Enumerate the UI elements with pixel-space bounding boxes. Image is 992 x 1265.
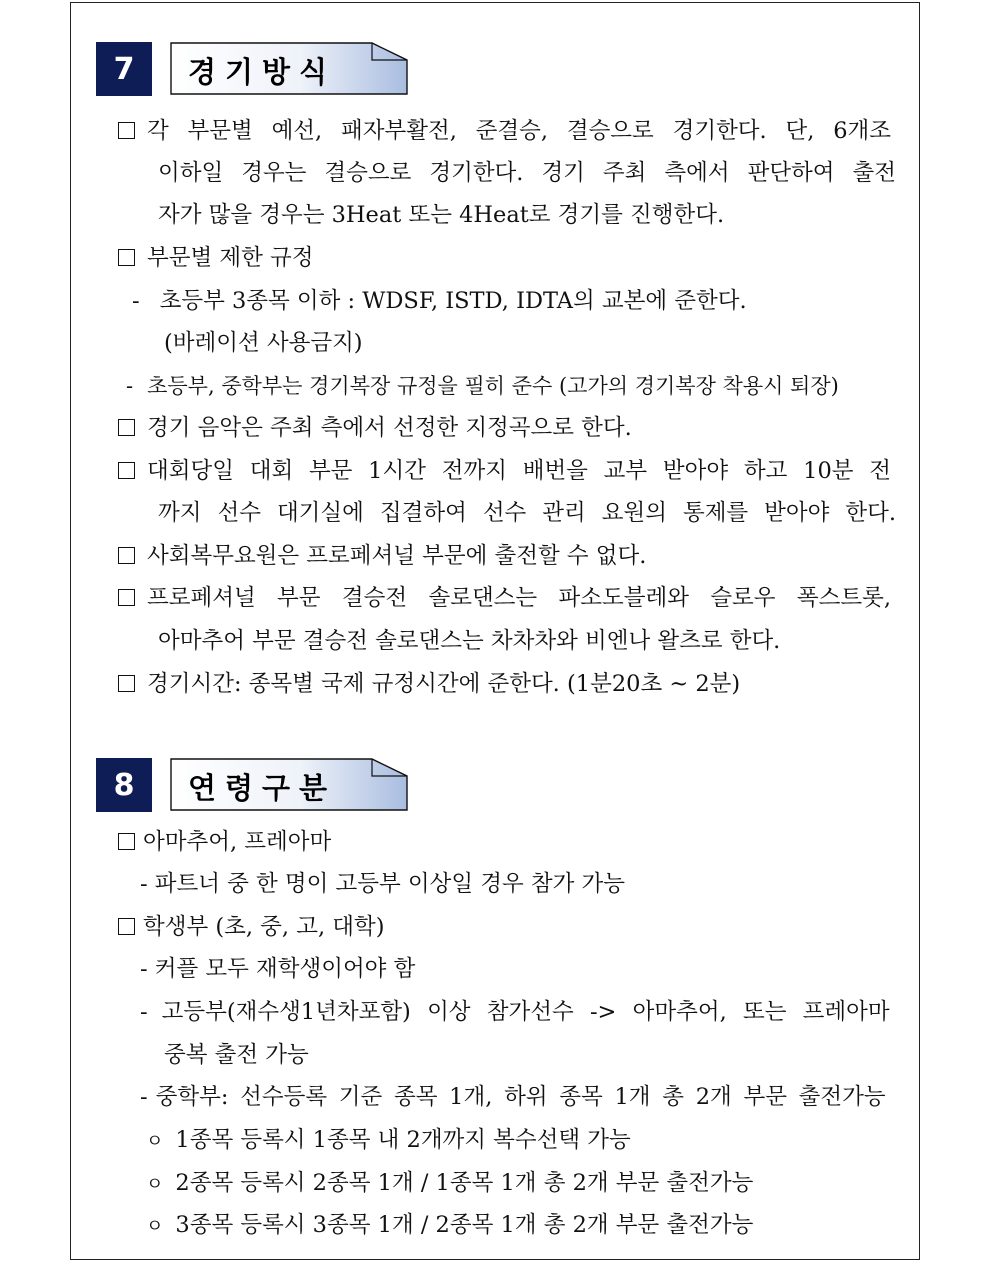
list-item <box>118 116 896 146</box>
checkbox-icon <box>118 589 135 606</box>
sub-item <box>146 1210 753 1242</box>
checkbox-icon <box>118 419 135 436</box>
sub-item <box>126 371 839 401</box>
dash-marker: - <box>126 374 134 398</box>
section-number: 8 <box>96 758 152 812</box>
item-text: 자가 많을 경우는 3Heat 또는 4Heat로 경기를 진행한다. <box>158 202 725 228</box>
item-text: 아마추어 부문 결승전 솔로댄스는 차차차와 비엔나 왈츠로 한다. <box>158 628 781 654</box>
item-text: 2종목 등록시 2종목 1개 / 1종목 1개 총 2개 부문 출전가능 <box>175 1170 754 1196</box>
item-text: 초등부, 중학부는 경기복장 규정을 필히 준수 (고가의 경기복장 착용시 퇴장) <box>147 374 839 398</box>
circle-marker: ㅇ <box>146 1216 164 1237</box>
list-item <box>118 243 313 273</box>
item-text: 프로페셔널 부문 결승전 솔로댄스는 파소도블레와 슬로우 폭스트롯, <box>147 585 891 611</box>
list-item <box>118 456 896 486</box>
item-text: 중학부: 선수등록 기준 종목 1개, 하위 종목 1개 총 2개 부문 출전가능 <box>155 1084 886 1110</box>
sub-item <box>132 286 747 316</box>
checkbox-icon <box>118 122 135 139</box>
list-item <box>118 827 331 857</box>
item-text: (바레이션 사용금지) <box>164 330 363 356</box>
section-title-tab <box>170 42 408 94</box>
item-text: 고등부(재수생1년차포함) 이상 참가선수 -> 아마추어, 또는 프레아마 <box>161 999 890 1025</box>
sub-item <box>140 1082 896 1112</box>
checkbox-icon <box>118 249 135 266</box>
item-text: 학생부 (초, 중, 고, 대학) <box>143 914 385 940</box>
list-item <box>118 912 385 942</box>
item-text: 아마추어, 프레아마 <box>143 829 332 855</box>
item-text: 각 부문별 예선, 패자부활전, 준결승, 결승으로 경기한다. 단, 6개조 <box>147 118 891 144</box>
dash-marker: - <box>140 871 148 897</box>
circle-marker: ㅇ <box>146 1174 164 1195</box>
item-text: 사회복무요원은 프로페셔널 부문에 출전할 수 없다. <box>147 543 647 569</box>
item-text: 부문별 제한 규정 <box>147 245 314 271</box>
section-title: 경기방식 <box>188 55 337 89</box>
item-text: 초등부 3종목 이하 : WDSF, ISTD, IDTA의 교본에 준한다. <box>159 288 747 314</box>
item-text: 이하일 경우는 결승으로 경기한다. 경기 주최 측에서 판단하여 출전 <box>158 160 896 186</box>
item-text: 커플 모두 재학생이어야 함 <box>154 956 416 982</box>
item-text: 3종목 등록시 3종목 1개 / 2종목 1개 총 2개 부문 출전가능 <box>175 1212 754 1238</box>
checkbox-icon <box>118 833 135 850</box>
dash-marker: - <box>140 999 148 1025</box>
checkbox-icon <box>118 918 135 935</box>
item-text: 까지 선수 대기실에 집결하여 선수 관리 요원의 통제를 받아야 한다. <box>158 500 896 526</box>
item-text: 경기시간: 종목별 국제 규정시간에 준한다. (1분20초 ~ 2분) <box>147 671 741 697</box>
circle-marker: ㅇ <box>146 1131 164 1152</box>
section-title-tab <box>170 758 408 810</box>
sub-item <box>140 869 625 899</box>
item-text: 대회당일 대회 부문 1시간 전까지 배번을 교부 받아야 하고 10분 전 <box>147 458 891 484</box>
item-text: 경기 음악은 주최 측에서 선정한 지정곡으로 한다. <box>147 415 632 441</box>
section-title: 연령구분 <box>188 771 337 805</box>
list-item <box>118 583 896 613</box>
dash-marker: - <box>132 288 140 314</box>
list-item <box>118 669 740 699</box>
sub-item <box>146 1168 753 1200</box>
list-item <box>118 541 646 571</box>
dash-marker: - <box>140 1084 148 1110</box>
sub-item <box>140 954 415 984</box>
dash-marker: - <box>140 956 148 982</box>
item-text: 1종목 등록시 1종목 내 2개까지 복수선택 가능 <box>175 1127 631 1153</box>
checkbox-icon <box>118 675 135 692</box>
item-text: 중복 출전 가능 <box>164 1042 309 1068</box>
checkbox-icon <box>118 462 135 479</box>
list-item <box>118 413 632 443</box>
sub-item <box>146 1125 631 1157</box>
checkbox-icon <box>118 547 135 564</box>
item-text: 파트너 중 한 명이 고등부 이상일 경우 참가 가능 <box>154 871 625 897</box>
sub-item <box>140 997 896 1027</box>
section-number: 7 <box>96 42 152 96</box>
